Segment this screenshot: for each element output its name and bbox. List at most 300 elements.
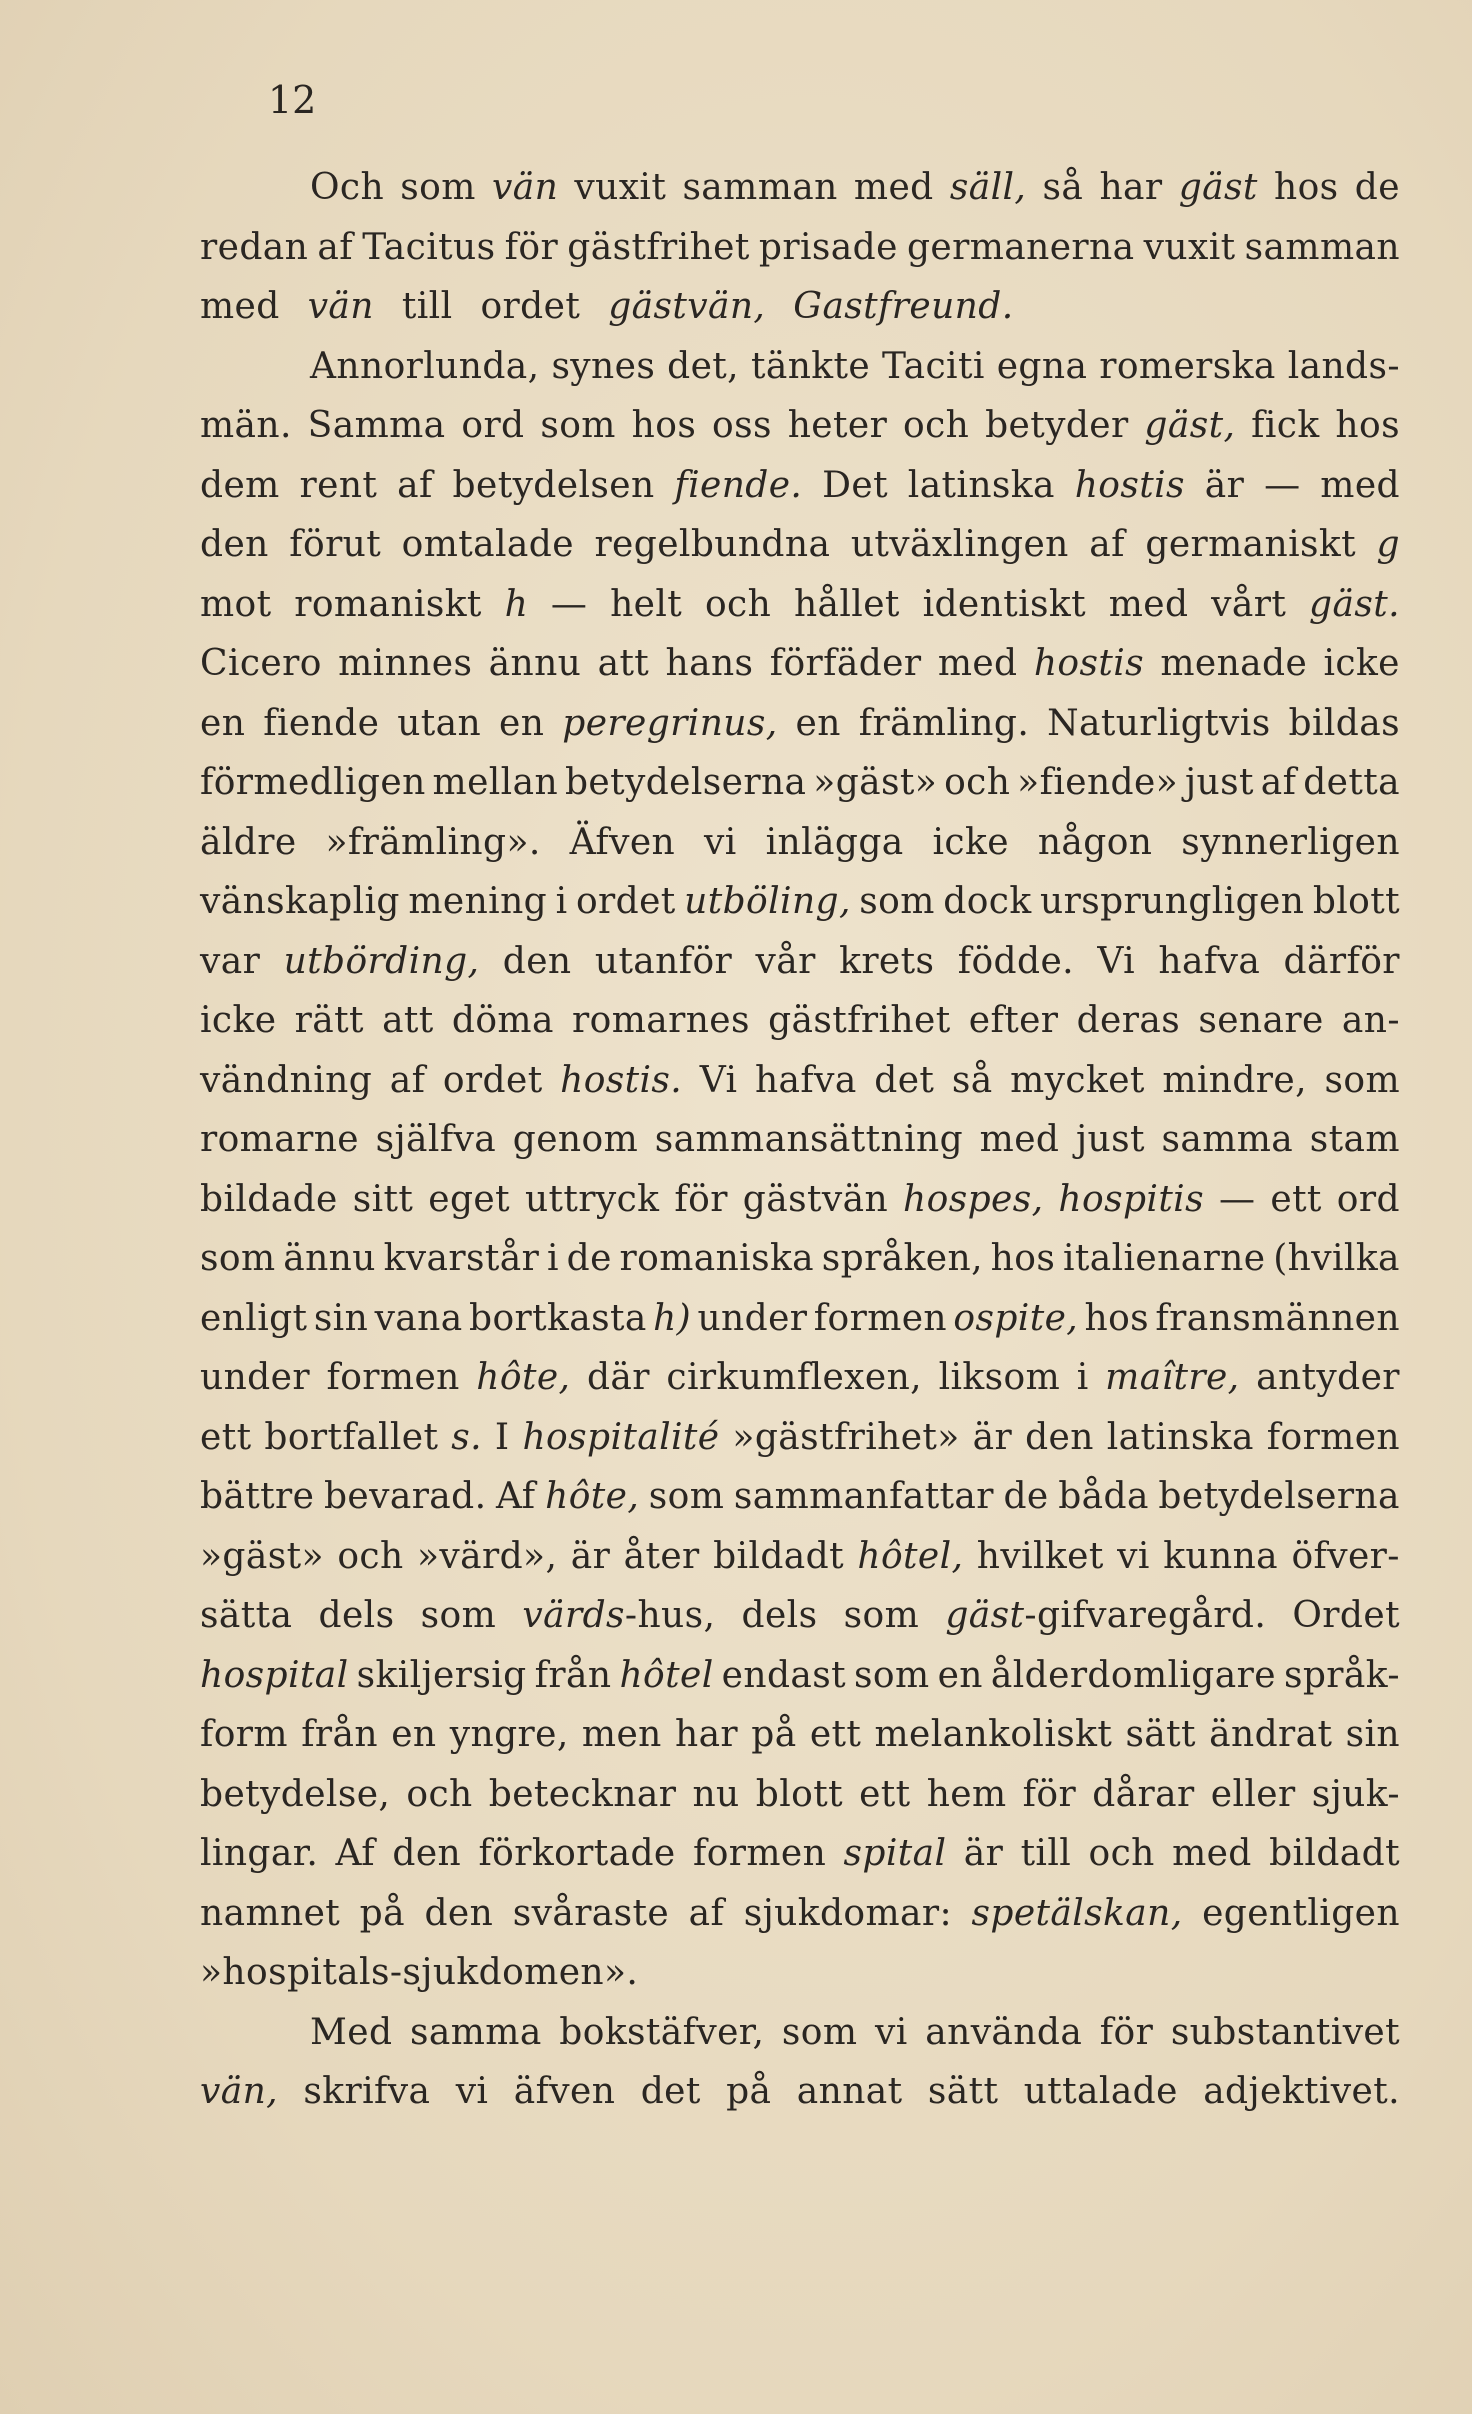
word bbox=[480, 277, 594, 337]
word-part: med bbox=[853, 167, 934, 208]
word-part: från bbox=[534, 1654, 612, 1696]
word-part: Af bbox=[335, 1833, 376, 1874]
word bbox=[1209, 1705, 1332, 1765]
word-part: båda bbox=[1058, 1476, 1149, 1517]
word-part: endast bbox=[721, 1654, 846, 1696]
word bbox=[1355, 158, 1400, 218]
word bbox=[610, 575, 682, 635]
word bbox=[576, 872, 676, 932]
word-part: som bbox=[1324, 1059, 1400, 1101]
word-part: blott bbox=[755, 1773, 843, 1815]
word-part: samman bbox=[682, 167, 838, 208]
italic-word: utbörding, bbox=[283, 940, 480, 982]
word bbox=[1202, 1884, 1400, 1944]
word-part: af bbox=[317, 226, 353, 268]
word-part: deras bbox=[1076, 1000, 1181, 1041]
word-part: — bbox=[1218, 1178, 1256, 1220]
word-part: — bbox=[550, 583, 588, 625]
word bbox=[674, 1170, 727, 1230]
italic-word: hôte, bbox=[476, 1357, 571, 1398]
word-part: stam bbox=[1309, 1119, 1400, 1160]
word bbox=[854, 158, 934, 218]
word-part: under bbox=[200, 1357, 310, 1398]
word-part: samma bbox=[410, 2011, 542, 2053]
word-part: vår bbox=[755, 940, 816, 982]
word bbox=[336, 1824, 376, 1884]
text-line bbox=[200, 1646, 1400, 1706]
text-line bbox=[200, 634, 1400, 694]
word bbox=[1292, 1586, 1400, 1646]
word bbox=[200, 1110, 359, 1170]
word bbox=[938, 1646, 983, 1706]
word-part: den bbox=[392, 1833, 462, 1874]
word-part: Tacitus bbox=[362, 226, 496, 268]
word-part: — bbox=[1264, 464, 1301, 506]
word bbox=[525, 1170, 659, 1230]
word-part: mindre, bbox=[1162, 1059, 1307, 1101]
word-part: ett bbox=[859, 1773, 911, 1815]
word bbox=[1211, 575, 1286, 635]
italic-word: ospite, bbox=[953, 1297, 1079, 1339]
word bbox=[1185, 753, 1254, 813]
word bbox=[392, 1824, 461, 1884]
word bbox=[1125, 1705, 1195, 1765]
word bbox=[1181, 813, 1400, 873]
word bbox=[1313, 872, 1400, 932]
word-part: ålderdomligare bbox=[990, 1654, 1276, 1696]
word bbox=[1092, 1765, 1194, 1825]
word bbox=[770, 634, 922, 694]
word bbox=[200, 1646, 349, 1706]
word bbox=[400, 158, 476, 218]
word bbox=[1100, 2003, 1153, 2063]
text-line bbox=[200, 1051, 1400, 1111]
word bbox=[732, 1408, 959, 1468]
text-line bbox=[200, 1170, 1400, 1230]
text-line bbox=[200, 2003, 1400, 2063]
word-part: germanerna bbox=[906, 226, 1135, 268]
word bbox=[875, 2003, 908, 2063]
word-part: sätt bbox=[1125, 1714, 1196, 1755]
italic-word: hostis. bbox=[560, 1059, 683, 1101]
word-part: den bbox=[424, 1892, 494, 1934]
word bbox=[969, 991, 1059, 1051]
word bbox=[1162, 1051, 1307, 1111]
word bbox=[675, 1705, 738, 1765]
word bbox=[1261, 753, 1297, 813]
word bbox=[689, 1884, 725, 1944]
word-part: eller bbox=[1210, 1773, 1296, 1815]
word bbox=[991, 1646, 1276, 1706]
word-part: med bbox=[1172, 1833, 1252, 1874]
italic-word: gäst bbox=[1178, 167, 1258, 208]
word-part: menade bbox=[1160, 643, 1308, 684]
word-part: som bbox=[540, 405, 616, 446]
word bbox=[325, 813, 540, 873]
word-part: i bbox=[1076, 1357, 1089, 1398]
word bbox=[574, 158, 666, 218]
word-part: är bbox=[963, 1833, 1004, 1874]
word-part: har bbox=[674, 1714, 739, 1755]
word bbox=[567, 218, 749, 278]
word-part: bokstäfver, bbox=[559, 2011, 765, 2053]
word-part: af bbox=[1089, 524, 1125, 565]
word-part: skiljersig bbox=[356, 1654, 527, 1696]
word-part: af bbox=[397, 464, 433, 506]
word bbox=[674, 456, 802, 516]
word bbox=[570, 813, 676, 873]
word-part: en bbox=[937, 1654, 983, 1696]
word-part: antyder bbox=[1256, 1357, 1400, 1398]
word-part: det bbox=[640, 2071, 701, 2112]
word-part: i bbox=[555, 881, 568, 922]
word bbox=[997, 337, 1088, 397]
word bbox=[973, 1408, 1012, 1468]
word bbox=[1205, 456, 1244, 516]
word bbox=[283, 1229, 376, 1289]
word-part: Det bbox=[822, 464, 888, 506]
word bbox=[571, 1527, 610, 1587]
word bbox=[908, 456, 1055, 516]
word bbox=[797, 2062, 903, 2122]
word-part: som bbox=[843, 1595, 920, 1636]
word bbox=[1377, 515, 1400, 575]
word bbox=[200, 515, 269, 575]
word bbox=[559, 2003, 764, 2063]
text-line bbox=[200, 158, 1400, 218]
word-part: förkortade bbox=[478, 1833, 676, 1874]
word-part: skrifva bbox=[303, 2071, 431, 2112]
text-line bbox=[200, 277, 1400, 337]
word-part: svåraste bbox=[512, 1892, 670, 1934]
word-part: Taciti bbox=[882, 345, 985, 387]
word bbox=[572, 991, 750, 1051]
word-part: bortkasta bbox=[469, 1297, 647, 1339]
word bbox=[421, 1586, 497, 1646]
word-part: romarnes bbox=[572, 1000, 750, 1041]
word bbox=[953, 1289, 1078, 1349]
word-part: på bbox=[726, 2071, 772, 2112]
word bbox=[972, 1884, 1183, 1944]
word-part: heter bbox=[787, 405, 888, 446]
word bbox=[200, 1705, 288, 1765]
word-part: hafva bbox=[754, 1059, 857, 1101]
word bbox=[1211, 1765, 1296, 1825]
word bbox=[200, 813, 297, 873]
word-part: de bbox=[566, 1238, 612, 1279]
word bbox=[1058, 1467, 1149, 1527]
word bbox=[964, 1824, 1003, 1884]
word bbox=[624, 1527, 700, 1587]
word-part: kvarstår bbox=[383, 1238, 540, 1279]
italic-word: värds bbox=[522, 1595, 625, 1636]
word bbox=[1161, 1110, 1293, 1170]
word-part: vänskaplig bbox=[200, 881, 400, 922]
word bbox=[1144, 218, 1236, 278]
word bbox=[300, 456, 378, 516]
word bbox=[289, 515, 381, 575]
word bbox=[598, 634, 650, 694]
word-part: tänkte bbox=[750, 345, 871, 387]
word bbox=[1245, 218, 1400, 278]
word bbox=[469, 1289, 647, 1349]
word bbox=[1269, 1824, 1400, 1884]
text-line bbox=[200, 2062, 1400, 2122]
word-part: för bbox=[1099, 2011, 1154, 2053]
word-part: »värd», bbox=[416, 1535, 558, 1577]
word bbox=[397, 694, 481, 754]
word-part: i bbox=[546, 1238, 559, 1279]
word bbox=[503, 932, 572, 992]
word bbox=[1155, 1289, 1400, 1349]
word bbox=[1320, 456, 1400, 516]
italic-word: hôtel bbox=[619, 1654, 714, 1696]
word-part: och bbox=[704, 583, 772, 625]
word-part: hvilket bbox=[976, 1535, 1104, 1577]
word bbox=[851, 515, 1069, 575]
word bbox=[535, 1646, 612, 1706]
word bbox=[751, 1705, 796, 1765]
word-part: identiskt bbox=[922, 583, 1086, 625]
word bbox=[263, 694, 379, 754]
word bbox=[980, 1110, 1060, 1170]
word bbox=[391, 1705, 436, 1765]
word bbox=[556, 872, 568, 932]
word bbox=[944, 753, 1010, 813]
text-line bbox=[200, 456, 1400, 516]
word-part: Ordet bbox=[1292, 1595, 1400, 1636]
word bbox=[200, 1527, 324, 1587]
word-part: med bbox=[1320, 464, 1400, 506]
word bbox=[200, 1943, 652, 2003]
word bbox=[200, 872, 400, 932]
word bbox=[1267, 1408, 1400, 1468]
text-line bbox=[200, 337, 1400, 397]
word-part: enligt bbox=[200, 1297, 308, 1339]
word bbox=[1040, 872, 1304, 932]
word-part: sin bbox=[1345, 1714, 1400, 1755]
word-part: dårar bbox=[1092, 1773, 1195, 1815]
word bbox=[705, 575, 771, 635]
word-part: män. bbox=[200, 405, 292, 446]
word-part: Vi bbox=[1097, 940, 1136, 982]
word bbox=[1325, 1051, 1401, 1111]
word bbox=[200, 753, 426, 813]
word-part: romarne bbox=[200, 1119, 359, 1160]
word bbox=[667, 337, 739, 397]
word-part: Af bbox=[496, 1476, 536, 1517]
word-part: vi bbox=[1117, 1535, 1150, 1577]
word-part: de bbox=[1354, 167, 1400, 208]
word bbox=[264, 1408, 438, 1468]
word-part: »främling». bbox=[325, 821, 541, 863]
word-part: just bbox=[1075, 1119, 1145, 1160]
word bbox=[200, 991, 276, 1051]
text-line bbox=[200, 515, 1400, 575]
word bbox=[1158, 1467, 1399, 1527]
word bbox=[200, 1229, 276, 1289]
word bbox=[513, 1884, 669, 1944]
word-part: hos bbox=[1335, 405, 1400, 446]
word bbox=[813, 753, 937, 813]
word bbox=[489, 1765, 677, 1825]
word bbox=[653, 1289, 691, 1349]
word bbox=[338, 634, 472, 694]
word-part: senare bbox=[1198, 1000, 1324, 1041]
italic-word: gäst, bbox=[1144, 405, 1236, 446]
word bbox=[565, 753, 806, 813]
word bbox=[582, 1705, 662, 1765]
word bbox=[200, 634, 322, 694]
italic-word: utböling, bbox=[684, 881, 851, 922]
word-part: latinska bbox=[907, 464, 1055, 506]
word-part: annat bbox=[796, 2071, 903, 2112]
word-part: är bbox=[1204, 464, 1245, 506]
word bbox=[1085, 1289, 1150, 1349]
word bbox=[684, 872, 851, 932]
text-line bbox=[200, 932, 1400, 992]
word bbox=[756, 932, 816, 992]
italic-word: gäst. bbox=[1309, 583, 1400, 625]
word bbox=[1077, 1348, 1089, 1408]
word-part: formen bbox=[813, 1297, 948, 1339]
text-line bbox=[200, 1527, 1400, 1587]
word bbox=[1105, 1348, 1239, 1408]
word bbox=[200, 396, 292, 456]
word-part: utan bbox=[397, 702, 482, 744]
word bbox=[562, 694, 777, 754]
word bbox=[810, 1705, 861, 1765]
word-part: rent bbox=[299, 464, 378, 506]
word-part: sjukdomar: bbox=[743, 1892, 953, 1934]
word-part: och bbox=[944, 762, 1011, 803]
word-part: fick bbox=[1251, 405, 1320, 446]
word-part: »gästfrihet» bbox=[732, 1416, 960, 1458]
word-part: liksom bbox=[938, 1357, 1061, 1398]
text-line bbox=[200, 1229, 1400, 1289]
text-line bbox=[200, 991, 1400, 1051]
word-part: och bbox=[337, 1535, 404, 1577]
word bbox=[1038, 813, 1153, 873]
word-part: bättre bbox=[200, 1476, 315, 1517]
word bbox=[319, 1586, 395, 1646]
word-part: på bbox=[359, 1892, 405, 1934]
word-part: »gäst» bbox=[200, 1535, 324, 1577]
word-part: eget bbox=[428, 1178, 510, 1220]
word-part: ordet bbox=[480, 286, 581, 327]
word bbox=[450, 1705, 569, 1765]
word bbox=[632, 396, 697, 456]
word bbox=[1203, 2062, 1400, 2122]
word bbox=[1219, 1170, 1255, 1230]
word bbox=[492, 158, 558, 218]
word-part: har bbox=[1099, 167, 1163, 208]
word-part: dem bbox=[200, 464, 280, 506]
word-part: samma bbox=[1161, 1119, 1294, 1160]
word-part: det, bbox=[667, 345, 740, 387]
word-part: -hus, bbox=[624, 1595, 716, 1636]
word-part: vuxit bbox=[1143, 226, 1236, 268]
word-part: med bbox=[1108, 583, 1189, 625]
word-part: vårt bbox=[1211, 583, 1287, 625]
word bbox=[417, 1527, 557, 1587]
word-part: latinska bbox=[1106, 1416, 1254, 1458]
word-part: krets bbox=[839, 940, 935, 982]
word bbox=[1323, 634, 1399, 694]
word bbox=[547, 1229, 559, 1289]
word-part: bildas bbox=[1288, 702, 1400, 744]
word-part: en bbox=[499, 702, 545, 744]
word bbox=[1024, 2062, 1178, 2122]
italic-word: maître, bbox=[1105, 1357, 1240, 1398]
word bbox=[742, 1586, 818, 1646]
word-part: egentligen bbox=[1202, 1892, 1400, 1934]
word-part: själfva bbox=[375, 1119, 497, 1160]
word bbox=[408, 872, 547, 932]
word-part: prisade bbox=[758, 226, 898, 268]
text-line bbox=[200, 1943, 1400, 2003]
word bbox=[337, 1527, 403, 1587]
word bbox=[1099, 337, 1276, 397]
word bbox=[958, 932, 1074, 992]
word bbox=[200, 1289, 307, 1349]
word bbox=[376, 1110, 497, 1170]
word bbox=[1172, 1824, 1252, 1884]
word bbox=[595, 932, 732, 992]
word-part: äfven bbox=[513, 2071, 616, 2112]
word bbox=[200, 694, 245, 754]
word bbox=[514, 2062, 616, 2122]
word-part: melankoliskt bbox=[874, 1714, 1113, 1755]
italic-word: hostis bbox=[1033, 643, 1145, 684]
italic-word: fiende. bbox=[674, 464, 803, 506]
word bbox=[744, 1884, 952, 1944]
word-part: formen bbox=[326, 1357, 460, 1398]
word bbox=[782, 2003, 858, 2063]
word-part: att bbox=[597, 643, 650, 684]
italic-word: gäst bbox=[945, 1595, 1025, 1636]
italic-word: hôte, bbox=[545, 1476, 640, 1517]
word bbox=[977, 1527, 1104, 1587]
word bbox=[200, 1467, 314, 1527]
word bbox=[945, 1586, 1266, 1646]
word-part: betecknar bbox=[488, 1773, 677, 1815]
text-line bbox=[200, 1765, 1400, 1825]
italic-word: h) bbox=[653, 1297, 692, 1339]
word-part: sammanfattar bbox=[733, 1476, 994, 1517]
word-part: -gifvaregård. bbox=[1024, 1595, 1267, 1636]
word bbox=[560, 1051, 682, 1111]
word bbox=[854, 1646, 930, 1706]
word-part: ett bbox=[809, 1714, 862, 1755]
word bbox=[496, 1467, 536, 1527]
word bbox=[594, 515, 830, 575]
word bbox=[903, 1170, 1043, 1230]
text-line bbox=[200, 1705, 1400, 1765]
word-part: och bbox=[903, 405, 970, 446]
word-part: egna bbox=[996, 345, 1088, 387]
word bbox=[927, 1765, 1007, 1825]
word-part: åter bbox=[623, 1535, 700, 1577]
word-part: lands- bbox=[1287, 345, 1400, 387]
word bbox=[943, 872, 1031, 932]
word bbox=[200, 1765, 390, 1825]
word bbox=[859, 872, 935, 932]
word-part: språk- bbox=[1283, 1654, 1400, 1696]
word bbox=[1047, 694, 1271, 754]
word bbox=[375, 1289, 463, 1349]
word bbox=[200, 1824, 318, 1884]
